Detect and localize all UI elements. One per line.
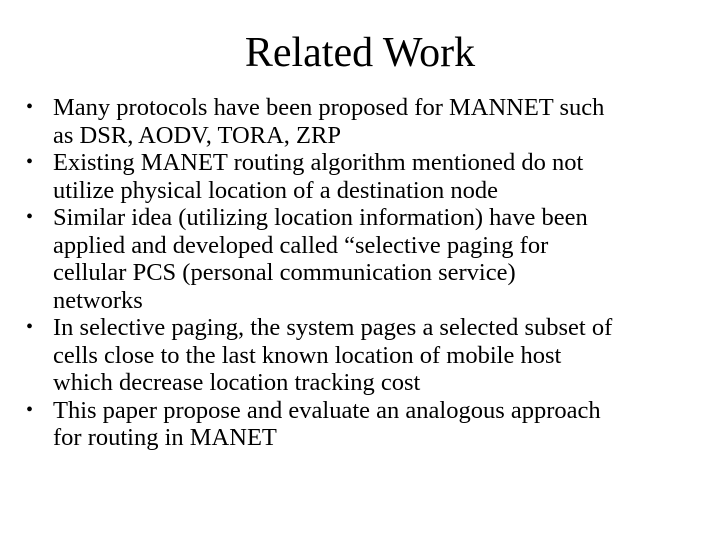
bullet-text-line: cells close to the last known location of mobile host [53,341,562,369]
bullet-text-line: as DSR, AODV, TORA, ZRP [53,121,341,149]
bullet-icon: • [26,316,34,338]
bullet-item [26,204,706,314]
bullet-text-line: utilize physical location of a destination node [53,176,498,204]
bullet-text-line: In selective paging, the system pages a selected subset of [53,314,613,341]
bullet-icon: • [26,206,34,228]
bullet-item [26,314,706,397]
slide-title: Related Work [244,30,476,76]
bullet-text-line: This paper propose and evaluate an analogous approach [53,396,601,424]
bullet-text-line: Similar idea (utilizing location information) have been [53,204,588,231]
bullet-text-line: Many protocols have been proposed for MANNET such [53,94,605,121]
bullet-text-line: applied and developed called “selective paging for [53,231,549,259]
bullet-item [26,149,706,204]
bullet-list [26,94,706,452]
bullet-item [26,397,706,452]
bullet-icon: • [26,398,34,421]
bullet-text-line: networks [53,286,143,314]
bullet-text-line: for routing in MANET [53,424,277,451]
bullet-icon: • [26,151,34,173]
bullet-item [26,94,706,149]
bullet-text-line: which decrease location tracking cost [53,369,421,396]
bullet-text-line: Existing MANET routing algorithm mentioned do not [53,149,584,176]
bullet-text-line: cellular PCS (personal communication service) [53,259,516,286]
bullet-icon: • [26,96,34,118]
